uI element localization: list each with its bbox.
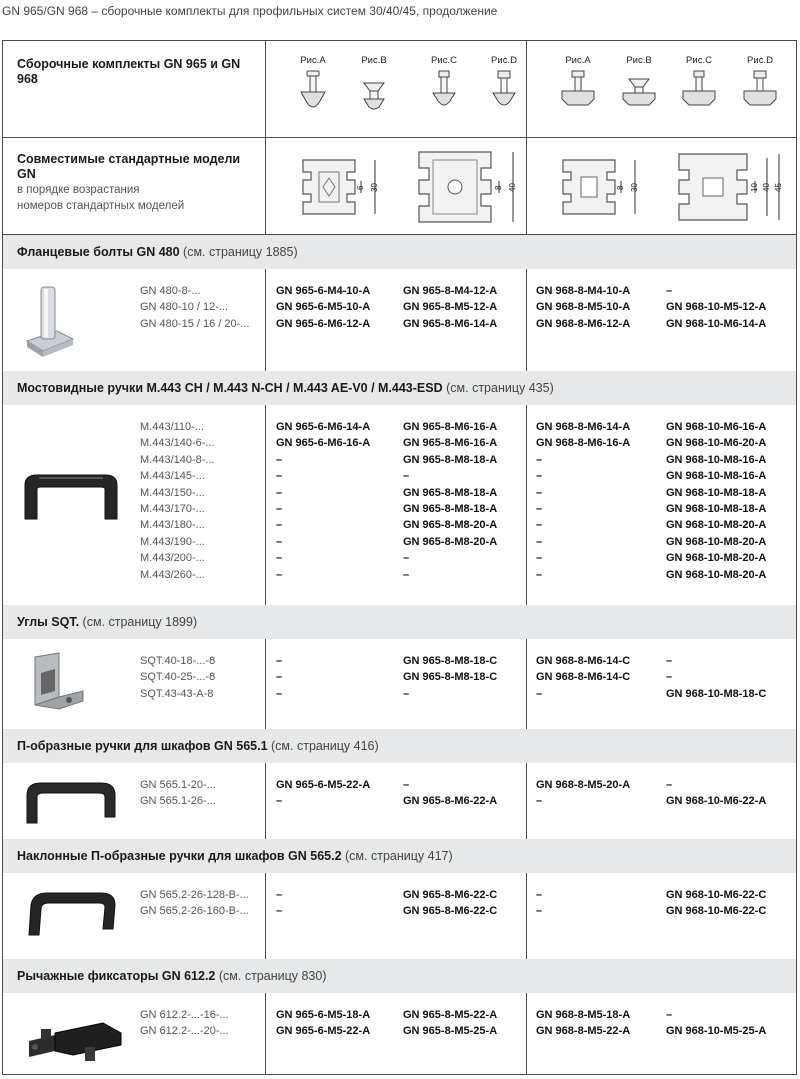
inclined-handle-image — [23, 885, 123, 943]
models-list: GN 565.1-20-... GN 565.1-26-... — [140, 779, 216, 808]
col-gn968-10: – – GN 968-10-M8-18-C — [666, 655, 767, 700]
col-gn968-8: – – — [536, 889, 543, 918]
col-gn968-10: – GN 968-10-M5-25-A — [666, 1009, 767, 1038]
models-list: GN 480-8-... GN 480-10 / 12-... GN 480-15 / 16 / 20-... — [140, 285, 250, 330]
section-header-bridge-handles: Мостовидные ручки M.443 CH / M.443 N-CH / M.443 AE-V0 / M.443-ESD (см. страницу 435) — [3, 371, 796, 405]
svg-text:40: 40 — [508, 183, 517, 192]
col-gn965-6: GN 965-6-M5-18-A GN 965-6-M5-22-A — [276, 1009, 371, 1038]
section-header-sqt-corners: Углы SQT. (см. страницу 1899) — [3, 605, 796, 639]
section-header-cabinet-handles: П-образные ручки для шкафов GN 565.1 (см. страницу 416) — [3, 729, 796, 763]
col-gn968-8: GN 968-8-M6-14-A GN 968-8-M6-16-A – – – – – – – – — [536, 421, 631, 581]
svg-text:30: 30 — [630, 183, 639, 192]
models-list: M.443/110-... M.443/140-6-... M.443/140-8-... M.443/145-... M.443/150-... M.443/170-... M.443/180-... M.443/190-... M.443/200-... M.443/260-... — [140, 421, 215, 581]
section-body-cabinet-handles — [3, 763, 796, 839]
col-gn968-10: GN 968-10-M6-16-A GN 968-10-M6-20-A GN 968-10-M8-16-A GN 968-10-M8-16-A GN 968-10-M8-18-A GN 968-10-M8-18-A GN 968-10-M8-20-A GN 968-10-M8-20-A GN 968-10-M8-20-A GN 968-10-M8-20-A — [666, 421, 767, 581]
svg-text:8: 8 — [494, 185, 503, 190]
bolt-a-icon — [298, 69, 328, 115]
bolt-b-icon — [359, 69, 389, 115]
svg-text:30: 30 — [370, 183, 379, 192]
col-gn965-6: – – — [276, 889, 283, 918]
col-gn965-8: GN 965-8-M5-22-A GN 965-8-M5-25-A — [403, 1009, 498, 1038]
page-title: GN 965/GN 968 – сборочные комплекты для профильных систем 30/40/45, продолжение — [2, 4, 498, 18]
profile-30-6-icon — [299, 156, 389, 218]
assembly-kits-row — [3, 41, 796, 138]
svg-text:6: 6 — [356, 185, 365, 190]
col-gn965-6: GN 965-6-M5-22-A – — [276, 779, 371, 808]
col-gn965-8: GN 965-8-M4-12-A GN 965-8-M5-12-A GN 965-8-M6-14-A — [403, 285, 498, 330]
flange-bolt-image — [25, 283, 75, 363]
fig-d-left: Рис.D — [479, 55, 529, 120]
svg-text:8: 8 — [616, 185, 625, 190]
col-gn968-8: GN 968-8-M6-14-C GN 968-8-M6-14-C – — [536, 655, 631, 700]
col-gn968-10: – GN 968-10-M6-22-A — [666, 779, 767, 808]
col-gn968-10: GN 968-10-M6-22-C GN 968-10-M6-22-C — [666, 889, 767, 918]
bolt-c-icon — [429, 69, 459, 115]
col-gn965-6: – – – — [276, 655, 283, 700]
section-header-lever-plungers: Рычажные фиксаторы GN 612.2 (см. страницу 830) — [3, 959, 796, 993]
tnut-b-icon — [619, 69, 659, 115]
tnut-c-icon — [679, 69, 719, 115]
models-list: SQT.40-18-...-8 SQT.40-25-...-8 SQT.43-43-A-8 — [140, 655, 216, 700]
compatibility-table — [2, 40, 797, 1075]
fig-b-right: Рис.B — [614, 55, 664, 120]
col-gn965-8: GN 965-8-M8-18-C GN 965-8-M8-18-C – — [403, 655, 498, 700]
compat-title: Совместимые стандартные модели GN в порядке возрастания номеров стандартных моделей — [17, 152, 241, 212]
col-gn968-10: – GN 968-10-M5-12-A GN 968-10-M6-14-A — [666, 285, 767, 330]
section-header-inclined-handles: Наклонные П-образные ручки для шкафов GN 565.2 (см. страницу 417) — [3, 839, 796, 873]
models-list: GN 612.2-...-16-... GN 612.2-...-20-... — [140, 1009, 229, 1038]
fig-d-right: Рис.D — [735, 55, 785, 120]
models-list: GN 565.2-26-128-B-... GN 565.2-26-160-B-... — [140, 889, 249, 918]
section-body-lever-plungers — [3, 993, 796, 1075]
fig-a-left: Рис.A — [288, 55, 338, 120]
col-gn965-6: GN 965-6-M6-14-A GN 965-6-M6-16-A – – – – – – – – — [276, 421, 371, 581]
bridge-handle-image — [21, 465, 121, 525]
fig-b-left: Рис.B — [349, 55, 399, 120]
section-body-bridge-handles — [3, 405, 796, 605]
svg-text:10: 10 — [750, 183, 759, 192]
svg-text:40: 40 — [762, 183, 771, 192]
tnut-d-icon — [740, 69, 780, 115]
fig-c-left: Рис.C — [419, 55, 469, 120]
section-body-inclined-handles — [3, 873, 796, 959]
col-gn965-8: GN 965-8-M6-22-C GN 965-8-M6-22-C — [403, 889, 498, 918]
col-gn968-8: GN 968-8-M4-10-A GN 968-8-M5-10-A GN 968-8-M6-12-A — [536, 285, 631, 330]
assembly-title: Сборочные комплекты GN 965 и GN 968 — [17, 57, 241, 86]
profiles-row — [3, 138, 796, 235]
section-header-flange-bolts: Фланцевые болты GN 480 (см. страницу 1885) — [3, 235, 796, 269]
tnut-a-icon — [558, 69, 598, 115]
fig-a-right: Рис.A — [553, 55, 603, 120]
col-gn968-8: GN 968-8-M5-18-A GN 968-8-M5-22-A — [536, 1009, 631, 1038]
profile-30-8-icon — [559, 156, 649, 218]
lever-plunger-image — [25, 1007, 125, 1067]
col-gn965-8: – GN 965-8-M6-22-A — [403, 779, 498, 808]
svg-text:45: 45 — [774, 183, 783, 192]
col-gn965-6: GN 965-6-M4-10-A GN 965-6-M5-10-A GN 965-6-M6-12-A — [276, 285, 371, 330]
bolt-d-icon — [489, 69, 519, 115]
angle-bracket-image — [29, 651, 89, 711]
col-gn968-8: GN 968-8-M5-20-A – — [536, 779, 631, 808]
profile-40-8-icon — [415, 148, 523, 226]
section-body-flange-bolts — [3, 269, 796, 371]
u-handle-image — [21, 777, 121, 827]
col-gn965-8: GN 965-8-M6-16-A GN 965-8-M6-16-A GN 965-8-M8-18-A – GN 965-8-M8-18-A GN 965-8-M8-18-A GN 965-8-M8-20-A GN 965-8-M8-20-A – – — [403, 421, 498, 581]
section-body-sqt-corners — [3, 639, 796, 729]
fig-c-right: Рис.C — [674, 55, 724, 120]
profile-45-10-icon — [675, 150, 787, 226]
